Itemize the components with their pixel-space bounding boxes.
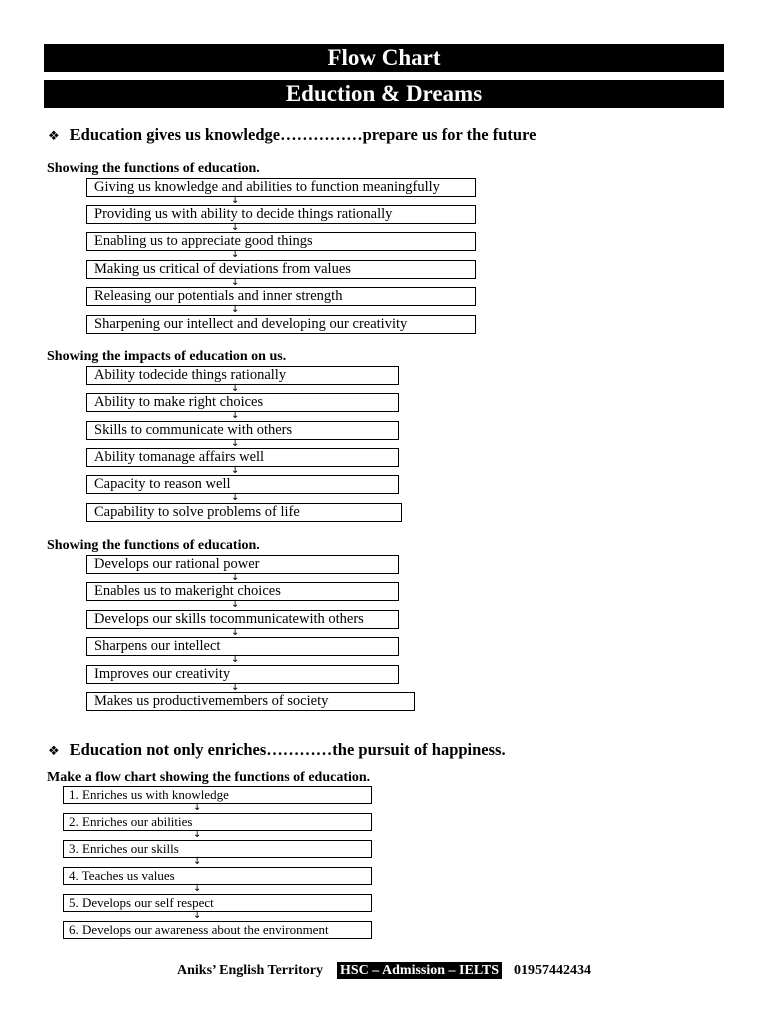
flow-step: 4. Teaches us values (63, 867, 372, 885)
bullet-heading-1 (48, 125, 536, 145)
flow-step: Ability to make right choices (86, 393, 399, 412)
flow-step: Enabling us to appreciate good things (86, 232, 476, 251)
down-arrow-icon: ↓ (193, 856, 202, 867)
down-arrow-icon: ↓ (231, 195, 240, 206)
down-arrow-icon: ↓ (231, 222, 240, 233)
flow-step: Giving us knowledge and abilities to function meaningfully (86, 178, 476, 197)
footer (0, 963, 768, 979)
down-arrow-icon: ↓ (231, 438, 240, 449)
down-arrow-icon: ↓ (231, 465, 240, 476)
section-label: Make a flow chart showing the functions of education. (47, 770, 371, 785)
flow-step: Develops our skills tocommunicatewith others (86, 610, 399, 629)
footer-brand: Aniks’ English Territory (177, 963, 323, 978)
down-arrow-icon: ↓ (193, 910, 202, 921)
section-label: Showing the impacts of education on us. (47, 349, 287, 364)
down-arrow-icon: ↓ (231, 383, 240, 394)
down-arrow-icon: ↓ (231, 410, 240, 421)
flow-step: Enables us to makeright choices (86, 582, 399, 601)
footer-phone: 01957442434 (514, 963, 591, 978)
down-arrow-icon: ↓ (231, 492, 240, 503)
down-arrow-icon: ↓ (231, 572, 240, 583)
flow-step: Sharpens our intellect (86, 637, 399, 656)
page-subtitle: Eduction & Dreams (44, 80, 724, 108)
flow-step: Sharpening our intellect and developing our creativity (86, 315, 476, 334)
bullet-text: Education gives us knowledge……………prepare us for the future (69, 125, 537, 144)
flow-step: Ability tomanage affairs well (86, 448, 399, 467)
down-arrow-icon: ↓ (193, 883, 202, 894)
flow-step: 6. Develops our awareness about the environment (63, 921, 372, 939)
section-label: Showing the functions of education. (47, 538, 260, 553)
flow-step: 1. Enriches us with knowledge (63, 786, 372, 804)
flow-step: 5. Develops our self respect (63, 894, 372, 912)
down-arrow-icon: ↓ (231, 249, 240, 260)
flow-step: Providing us with ability to decide things rationally (86, 205, 476, 224)
down-arrow-icon: ↓ (193, 802, 202, 813)
down-arrow-icon: ↓ (231, 599, 240, 610)
flow-step: Improves our creativity (86, 665, 399, 684)
flow-step: Capacity to reason well (86, 475, 399, 494)
section-label: Showing the functions of education. (47, 161, 260, 176)
flow-step: 3. Enriches our skills (63, 840, 372, 858)
flow-step: 2. Enriches our abilities (63, 813, 372, 831)
page-title: Flow Chart (44, 44, 724, 72)
down-arrow-icon: ↓ (231, 682, 240, 693)
down-arrow-icon: ↓ (231, 654, 240, 665)
flow-step: Making us critical of deviations from values (86, 260, 476, 279)
flow-step: Capability to solve problems of life (86, 503, 402, 522)
diamond-bullet-icon: ❖ (48, 129, 60, 144)
bullet-text: Education not only enriches…………the pursuit of happiness. (69, 740, 506, 759)
flow-step: Releasing our potentials and inner strength (86, 287, 476, 306)
flow-step: Ability todecide things rationally (86, 366, 399, 385)
diamond-bullet-icon: ❖ (48, 744, 60, 759)
down-arrow-icon: ↓ (231, 304, 240, 315)
flow-step: Makes us productivemembers of society (86, 692, 415, 711)
down-arrow-icon: ↓ (231, 277, 240, 288)
down-arrow-icon: ↓ (193, 829, 202, 840)
flow-step: Skills to communicate with others (86, 421, 399, 440)
down-arrow-icon: ↓ (231, 627, 240, 638)
flow-step: Develops our rational power (86, 555, 399, 574)
bullet-heading-2 (48, 740, 506, 760)
footer-highlight-badge: HSC – Admission – IELTS (337, 962, 502, 979)
